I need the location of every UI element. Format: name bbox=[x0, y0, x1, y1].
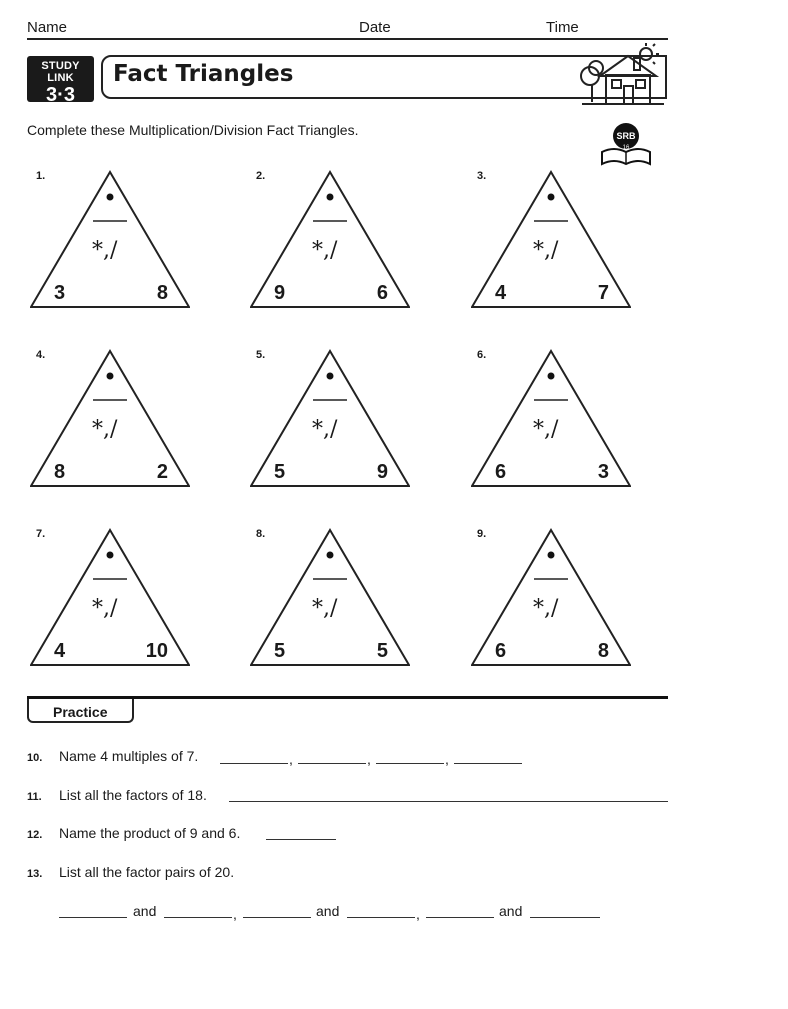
and-label: and bbox=[499, 903, 523, 919]
right-factor: 5 bbox=[376, 640, 388, 662]
operations-label: *,/ bbox=[92, 596, 118, 621]
and-label: and bbox=[133, 903, 157, 919]
left-factor: 5 bbox=[274, 640, 286, 662]
badge-number: 3·3 bbox=[46, 84, 75, 106]
right-factor: 2 bbox=[156, 461, 168, 483]
right-factor: 7 bbox=[597, 282, 609, 304]
right-factor: 8 bbox=[597, 640, 609, 662]
instructions: Complete these Multiplication/Division Fact Triangles. bbox=[27, 122, 359, 138]
answer-blank[interactable] bbox=[454, 763, 522, 764]
name-label: Name bbox=[27, 19, 68, 36]
answer-blank[interactable] bbox=[243, 917, 311, 918]
question-number: 13. bbox=[27, 868, 43, 880]
right-factor: 10 bbox=[145, 640, 168, 662]
top-dot bbox=[327, 552, 334, 559]
operations-label: *,/ bbox=[312, 596, 338, 621]
operations-label: *,/ bbox=[312, 238, 338, 263]
comma: , bbox=[445, 751, 449, 767]
practice-label: Practice bbox=[53, 704, 108, 720]
house-icon bbox=[576, 42, 668, 108]
page-title: Fact Triangles bbox=[113, 61, 294, 87]
answer-blank[interactable] bbox=[376, 763, 444, 764]
question-text: Name the product of 9 and 6. bbox=[59, 825, 241, 841]
right-factor: 3 bbox=[597, 461, 609, 483]
srb-text: SRB bbox=[616, 131, 636, 141]
left-factor: 3 bbox=[54, 282, 66, 304]
answer-blank[interactable] bbox=[59, 917, 127, 918]
answer-blank[interactable] bbox=[530, 917, 600, 918]
answer-blank[interactable] bbox=[229, 801, 668, 802]
operations-label: *,/ bbox=[312, 417, 338, 442]
triangle-number: 2. bbox=[256, 170, 266, 182]
operations-label: *,/ bbox=[92, 417, 118, 442]
header-rule bbox=[27, 38, 668, 40]
operations-label: *,/ bbox=[92, 238, 118, 263]
srb-page: 16 bbox=[622, 145, 630, 151]
answer-blank[interactable] bbox=[347, 917, 415, 918]
date-label: Date bbox=[359, 19, 391, 36]
srb-book-icon bbox=[598, 122, 654, 168]
right-factor: 8 bbox=[156, 282, 168, 304]
triangle-number: 9. bbox=[477, 528, 487, 540]
left-factor: 9 bbox=[274, 282, 286, 304]
answer-blank[interactable] bbox=[220, 763, 288, 764]
left-factor: 6 bbox=[495, 640, 507, 662]
answer-blank[interactable] bbox=[426, 917, 494, 918]
right-factor: 6 bbox=[376, 282, 388, 304]
question-text: Name 4 multiples of 7. bbox=[59, 748, 199, 764]
left-factor: 4 bbox=[495, 282, 507, 304]
badge-label: STUDY LINK bbox=[41, 60, 80, 84]
question-text: List all the factor pairs of 20. bbox=[59, 864, 235, 880]
answer-blank[interactable] bbox=[298, 763, 366, 764]
comma: , bbox=[367, 751, 371, 767]
operations-label: *,/ bbox=[533, 596, 559, 621]
question-text: List all the factors of 18. bbox=[59, 787, 207, 803]
triangle-number: 4. bbox=[36, 349, 46, 361]
question-number: 10. bbox=[27, 752, 43, 764]
operations-label: *,/ bbox=[533, 417, 559, 442]
top-dot bbox=[548, 552, 555, 559]
question-number: 12. bbox=[27, 829, 43, 841]
triangle-number: 7. bbox=[36, 528, 46, 540]
question-number: 11. bbox=[27, 791, 42, 803]
comma: , bbox=[416, 906, 420, 922]
right-factor: 9 bbox=[376, 461, 388, 483]
triangle-number: 6. bbox=[477, 349, 487, 361]
top-dot bbox=[548, 194, 555, 201]
triangle-number: 3. bbox=[477, 170, 487, 182]
time-label: Time bbox=[546, 19, 579, 36]
top-dot bbox=[107, 373, 114, 380]
triangle-number: 5. bbox=[256, 349, 266, 361]
left-factor: 8 bbox=[54, 461, 66, 483]
answer-blank[interactable] bbox=[266, 839, 336, 840]
top-dot bbox=[327, 373, 334, 380]
left-factor: 4 bbox=[54, 640, 66, 662]
comma: , bbox=[233, 906, 237, 922]
study-link-badge bbox=[27, 56, 94, 106]
answer-blank[interactable] bbox=[164, 917, 232, 918]
comma: , bbox=[289, 751, 293, 767]
and-label: and bbox=[316, 903, 340, 919]
left-factor: 6 bbox=[495, 461, 507, 483]
triangle-number: 1. bbox=[36, 170, 46, 182]
left-factor: 5 bbox=[274, 461, 286, 483]
top-dot bbox=[107, 194, 114, 201]
top-dot bbox=[327, 194, 334, 201]
top-dot bbox=[107, 552, 114, 559]
top-dot bbox=[548, 373, 555, 380]
triangle-number: 8. bbox=[256, 528, 266, 540]
operations-label: *,/ bbox=[533, 238, 559, 263]
